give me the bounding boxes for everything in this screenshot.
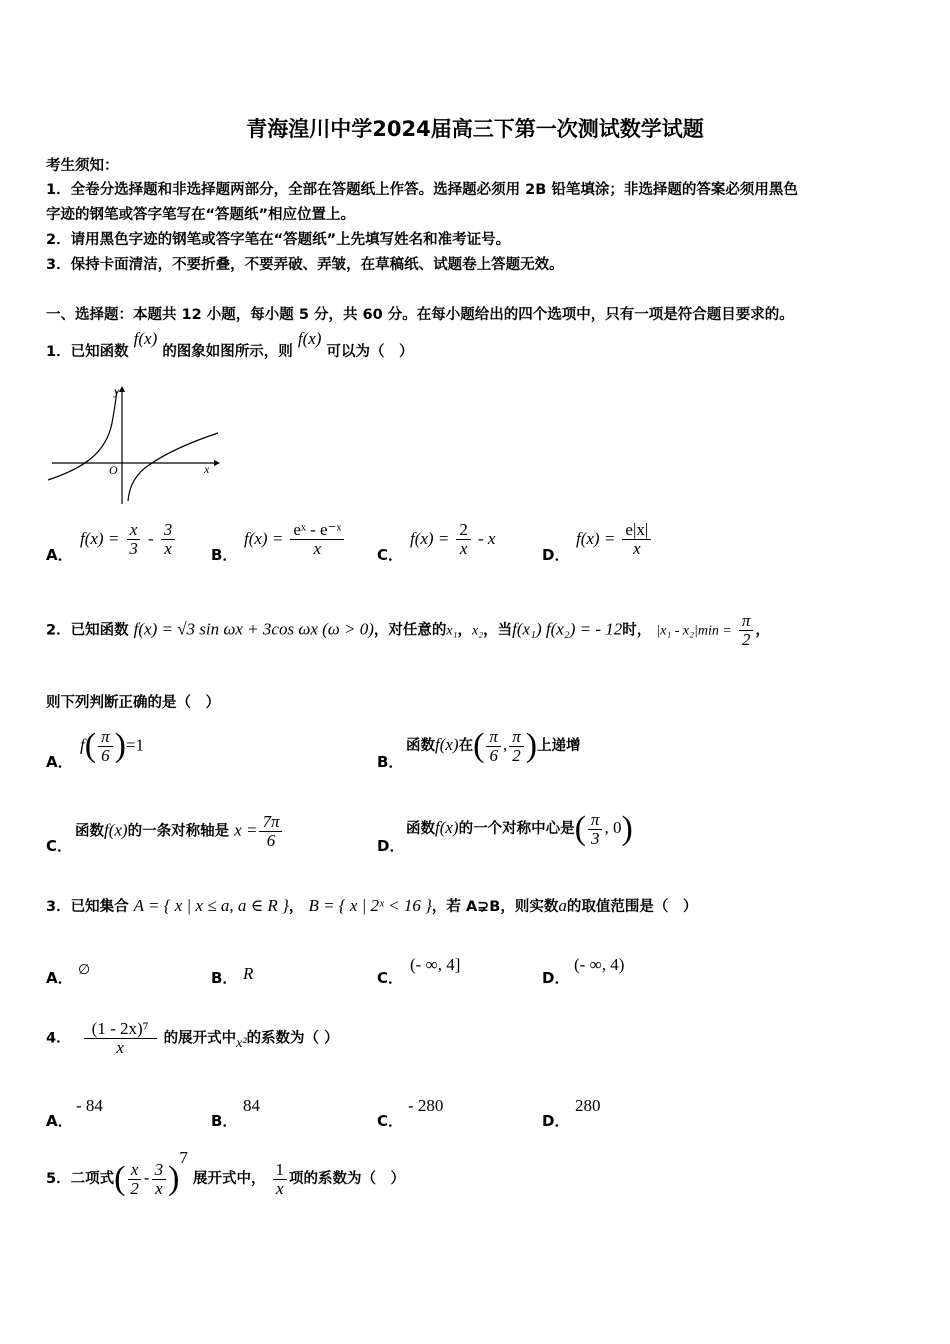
q4-optB-label: B．: [211, 1112, 238, 1130]
q2-optD-label: D．: [377, 837, 405, 855]
q1-optB: f(x) = $\frac{\text{eˣ - e⁻ˣ}}{x}$: [244, 521, 346, 558]
q2-stem: 2．已知函数 f(x) = √3 sin ωx + 3cos ωx (ω > 0)，对任意的x₁，x₂，当f(x₁) f(x₂) = - 12时， |x₁ - x₂|min = $\frac{\pi}{2}$ ，: [46, 611, 770, 649]
q4-optD: 280: [575, 1096, 601, 1115]
q3-optB: R: [243, 964, 254, 983]
q4-stem: 4． $\frac{\text{(1 - 2x)⁷}}{x}$ 的展开式中x²的系数为（ ）: [46, 1019, 339, 1057]
q1-graph: [44, 383, 224, 508]
notice-line-1a: 1．全卷分选择题和非选择题两部分，全部在答题纸上作答。选择题必须用 2B 铅笔填涂；非选择题的答案必须用黑色: [46, 182, 798, 198]
notice-heading: 考生须知：: [46, 158, 119, 174]
q4-optC-label: C．: [377, 1112, 404, 1130]
q1-optD: f(x) = $\frac{e|x|}{x}$: [576, 521, 653, 558]
q3-optC: (- ∞, 4]: [410, 955, 461, 974]
q2-stem-2: 则下列判断正确的是（ ）: [46, 695, 220, 711]
q4-optA: - 84: [76, 1096, 103, 1115]
q2-optA-label: A．: [46, 753, 73, 771]
q3-optD: (- ∞, 4): [574, 955, 625, 974]
q4-optA-label: A．: [46, 1112, 73, 1130]
q4-optC: - 280: [408, 1096, 444, 1115]
q3-optB-label: B．: [211, 969, 238, 987]
q1-optA-label: A．: [46, 546, 73, 564]
q1-optB-label: B．: [211, 546, 238, 564]
q3-optA-label: A．: [46, 969, 73, 987]
q2-optB-label: B．: [377, 753, 404, 771]
q2-optB: 函数f(x)在( $\frac{\pi}{6}$ , $\frac{\pi}{2}$ )上递增: [406, 726, 581, 765]
q4-optB: 84: [243, 1096, 260, 1115]
q3-optC-label: C．: [377, 969, 404, 987]
notice-line-2: 2．请用黑色字迹的钢笔或答字笔在“答题纸”上先填写姓名和准考证号。: [46, 232, 511, 248]
notice-line-1b: 字迹的钢笔或答字笔写在“答题纸”相应位置上。: [46, 207, 356, 223]
axis-x-label: x: [204, 462, 210, 476]
q2-optD: 函数f(x)的一个对称中心是( $\frac{\pi}{3}$ , 0): [406, 809, 633, 848]
q1-optC-label: C．: [377, 546, 404, 564]
q1-optC: f(x) = $\frac{2}{x}$ - x: [410, 520, 496, 558]
q2-optC-label: C．: [46, 837, 73, 855]
section-heading: 一、选择题：本题共 12 小题，每小题 5 分，共 60 分。在每小题给出的四个选项中，只有一项是符合题目要求的。: [46, 307, 794, 323]
notice-line-3: 3．保持卡面清洁，不要折叠，不要弄破、弄皱，在草稿纸、试题卷上答题无效。: [46, 257, 564, 273]
q1-optA: f(x) = $\frac{x}{3}$ - $\frac{3}{x}$: [80, 521, 177, 558]
q5-stem: 5．二项式( $\frac{x}{2}$ - $\frac{3}{x}$ )$^7$ 展开式中， $\frac{1}{x}$ 项的系数为（ ）: [46, 1148, 406, 1198]
q3-stem: 3．已知集合 A = { x | x ≤ a, a ∈ R }， B = { x | 2ˣ < 16 }，若 A⊋B，则实数a的取值范围是（ ）: [46, 896, 698, 915]
axis-y-label: y: [114, 384, 120, 398]
q2-optA: f( $\frac{\pi}{6}$ )=1: [80, 726, 145, 765]
q4-optD-label: D．: [542, 1112, 570, 1130]
origin-label: O: [109, 463, 118, 477]
q2-optC: 函数f(x)的一条对称轴是 x = $\frac{7\pi}{6}$: [75, 813, 284, 850]
q3-optA: ∅: [78, 963, 91, 978]
q3-optD-label: D．: [542, 969, 570, 987]
page-title: 青海湟川中学2024届高三下第一次测试数学试题: [246, 117, 704, 141]
q1-stem: 1．已知函数 f(x) 的图象如图所示，则 f(x) 可以为（ ）: [46, 329, 414, 360]
q1-optD-label: D．: [542, 546, 570, 564]
